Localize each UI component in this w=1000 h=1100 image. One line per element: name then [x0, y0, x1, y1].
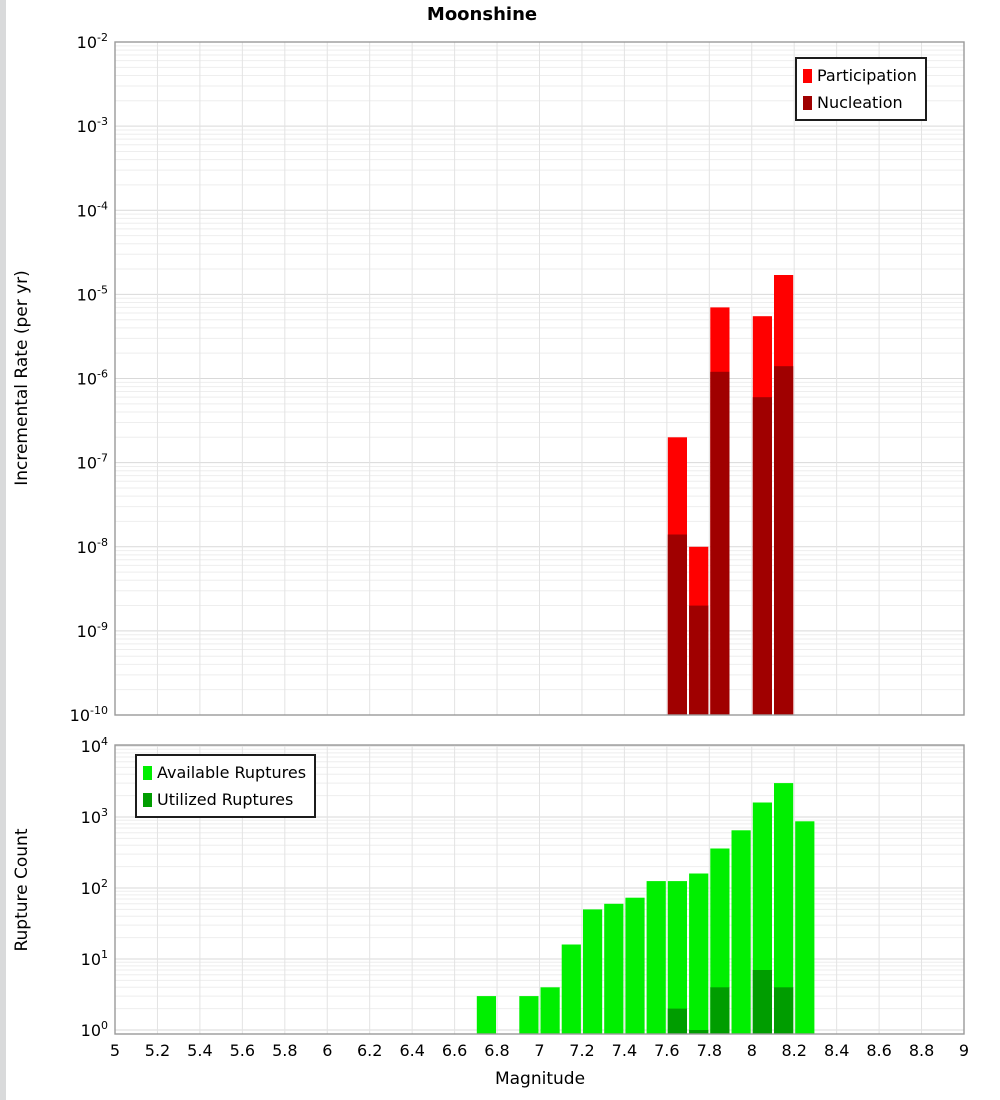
- x-tick-label: 6: [322, 1041, 333, 1060]
- legend-label-participation: Participation: [817, 66, 917, 85]
- x-tick-label: 7.2: [569, 1041, 595, 1060]
- y-tick-label: $10^4$: [80, 735, 108, 756]
- x-tick-label: 5.6: [229, 1041, 256, 1060]
- participation-swatch-icon: [803, 69, 812, 83]
- x-tick-label: 8.2: [781, 1041, 807, 1060]
- x-tick-label: 8.4: [823, 1041, 850, 1060]
- bar-nucleation: [689, 606, 708, 715]
- x-tick-label: 7.8: [696, 1041, 723, 1060]
- y-tick-label: $10^{-9}$: [76, 619, 108, 641]
- x-tick-label: 6.4: [399, 1041, 425, 1060]
- bar-utilized-ruptures: [710, 987, 729, 1034]
- bar-nucleation: [668, 535, 687, 716]
- x-tick-label: 6.8: [484, 1041, 510, 1060]
- chart-title: Moonshine: [426, 4, 538, 25]
- bar-available-ruptures: [477, 996, 496, 1034]
- legend-entry-utilized: [143, 786, 306, 813]
- bar-available-ruptures: [541, 987, 560, 1034]
- legend-entry-nucleation: [803, 89, 917, 116]
- nucleation-swatch-icon: [803, 96, 812, 110]
- legend-label-utilized: Utilized Ruptures: [157, 790, 294, 809]
- x-tick-label: 6.2: [356, 1041, 383, 1060]
- y-tick-label: $10^1$: [80, 948, 108, 969]
- bar-available-ruptures: [647, 881, 666, 1034]
- x-tick-label: 9: [958, 1041, 970, 1060]
- legend-count: [135, 754, 316, 818]
- legend-label-nucleation: Nucleation: [817, 93, 903, 112]
- legend-rate: [795, 57, 927, 121]
- x-tick-label: 8.8: [908, 1041, 935, 1060]
- x-tick-label: 5.8: [272, 1041, 298, 1060]
- bar-available-ruptures: [689, 874, 708, 1035]
- x-tick-label: 6.6: [441, 1041, 468, 1060]
- y-tick-label: $10^{-8}$: [76, 535, 108, 557]
- y-tick-label: $10^2$: [80, 877, 108, 898]
- bar-utilized-ruptures: [668, 1009, 687, 1034]
- legend-entry-participation: [803, 62, 917, 89]
- y-tick-label: $10^{-6}$: [76, 367, 108, 389]
- x-tick-label: 7.6: [654, 1041, 680, 1060]
- y-tick-label: $10^{-4}$: [76, 199, 108, 221]
- x-tick-label: 7.4: [611, 1041, 638, 1060]
- bar-utilized-ruptures: [753, 970, 772, 1034]
- y-tick-label: $10^3$: [80, 806, 108, 827]
- bar-available-ruptures: [625, 898, 644, 1034]
- bar-nucleation: [753, 397, 772, 715]
- y-tick-label: $10^{-2}$: [76, 31, 108, 52]
- bar-available-ruptures: [604, 904, 623, 1034]
- x-tick-label: 5.2: [144, 1041, 171, 1060]
- y-axis-label-rate: Incremental Rate (per yr): [12, 270, 32, 486]
- bar-available-ruptures: [562, 945, 581, 1035]
- bar-nucleation: [710, 372, 729, 715]
- x-tick-label: 7: [534, 1041, 545, 1060]
- x-tick-label: 5: [109, 1041, 121, 1060]
- bar-available-ruptures: [519, 996, 538, 1034]
- x-tick-label: 8.6: [866, 1041, 892, 1060]
- bar-available-ruptures: [795, 821, 814, 1034]
- bar-nucleation: [774, 366, 793, 715]
- bar-utilized-ruptures: [774, 987, 793, 1034]
- legend-entry-available: [143, 759, 306, 786]
- bar-available-ruptures: [732, 830, 751, 1034]
- y-tick-label: $10^{-10}$: [69, 704, 108, 725]
- x-tick-label: 8: [746, 1041, 757, 1060]
- available-ruptures-swatch-icon: [143, 766, 152, 780]
- bar-available-ruptures: [583, 909, 602, 1034]
- x-tick-label: 5.4: [187, 1041, 213, 1060]
- y-tick-label: $10^{-7}$: [76, 451, 108, 473]
- y-tick-label: $10^{-5}$: [76, 283, 108, 305]
- y-tick-label: $10^{-3}$: [76, 115, 108, 137]
- x-axis-label: Magnitude: [494, 1069, 586, 1089]
- y-axis-label-count: Rupture Count: [12, 828, 32, 952]
- legend-label-available: Available Ruptures: [157, 763, 307, 782]
- utilized-ruptures-swatch-icon: [143, 793, 152, 807]
- y-tick-label: $10^0$: [80, 1019, 108, 1040]
